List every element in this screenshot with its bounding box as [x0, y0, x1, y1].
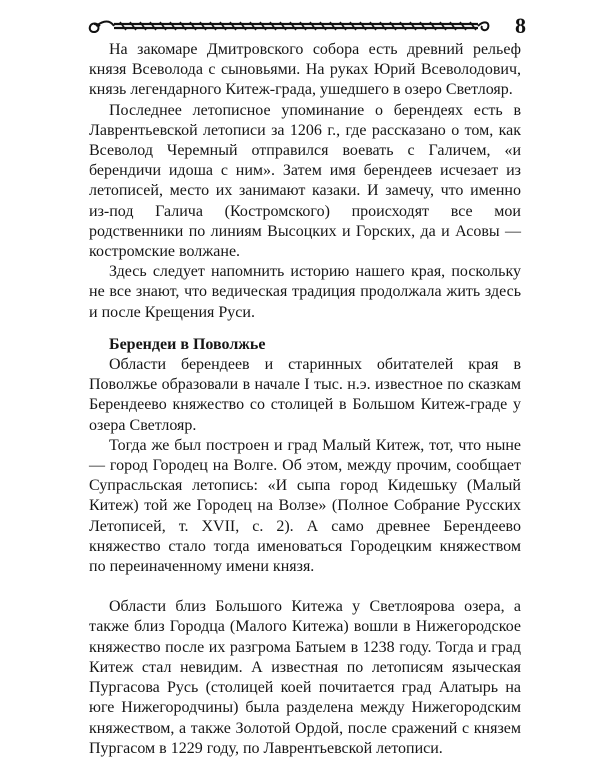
section-heading: Берендеи в Поволжье: [109, 335, 266, 353]
paragraph-berendei-chronicle: Последнее летописное упоминание о берендеях есть в Лаврентьевской летописи за 1206 г., где рассказано о том, как Всеволод Черемный отправился воевать с Галичем, «и берендичи идоша с ним». Затем имя берендеев исчезает из летописей, место их занимают казаки. И замечу, что именно из-под Галича (Костромского) происходят все мои родственники по линиям Высоцких и Горских, да и Асовы — костромские волжане.: [89, 101, 521, 261]
page-body: [89, 40, 521, 759]
paragraph-nizhny-principality: Области близ Большого Китежа у Светлоярова озера, а также близ Городца (Малого Китежа) вошли в Нижегородское княжество после их разгрома Батыем в 1238 году. Тогда и град Китеж стал невидим. А известная по летописям языческая Пургасова Русь (столицей коей почитается град Алатырь на юге Нижегородчины) была разделена между Нижегородским княжеством, а также Золотой Ордой, после сражений с князем Пургасом в 1229 году, по Лаврентьевской летописи.: [89, 598, 521, 757]
page-header: [86, 14, 526, 38]
page-number: 8: [515, 13, 526, 38]
paragraph-history-reminder: Здесь следует напомнить историю нашего края, поскольку не все знают, что ведическая традиция продолжала жить здесь и после Крещения Руси.: [89, 263, 521, 321]
paragraph-berendei-principality: Области берендеев и старинных обитателей края в Поволжье образовали в начале I тыс. н.э. известное по сказкам Берендеево княжество со столицей в Большом Китеж-граде у озера Светлояр.: [89, 356, 521, 434]
paragraph-gap: [89, 577, 521, 597]
paragraph-relief: На закомаре Дмитровского собора есть древний рельеф князя Всеволода с сыновьями. На руках Юрий Всеволодович, князь легендарного Китеж-града, ушедшего в озеро Светлояр.: [89, 41, 521, 99]
paragraph-small-kitezh: Тогда же был построен и град Малый Китеж, тот, что ныне — город Городец на Волге. Об этом, между прочим, сообщает Супрасльская летопись: «И сыпа город Кидешьку (Малый Китеж) той же Городец на Волзе» (Полное Собрание Русских Летописей, т. XVII, с. 2). А само древнее Берендеево княжество стало тогда именоваться Городецким княжеством по переиначенному имени князя.: [89, 436, 521, 576]
scroll-ornament-icon: [86, 16, 491, 36]
